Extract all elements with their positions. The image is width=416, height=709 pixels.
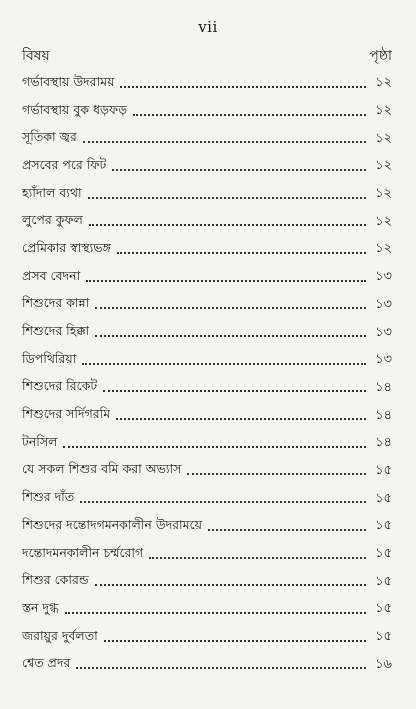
- toc-entry: [22, 236, 392, 264]
- dot-leader: [95, 307, 366, 309]
- dot-leader: [88, 197, 366, 199]
- entry-page: ১২: [375, 103, 392, 119]
- toc-entry: [22, 70, 392, 98]
- entry-page: ১৬: [375, 656, 392, 672]
- entry-title: শিশুদের রিকেট: [22, 378, 98, 394]
- entry-title: শ্বেত প্রদর: [22, 655, 71, 671]
- toc-entry: [22, 541, 392, 569]
- entry-title: শিশুদের দন্তোদগমনকালীন উদরাময়ে: [22, 516, 202, 532]
- entry-title: স্তন দুগ্ধ: [22, 599, 59, 615]
- entry-page: ১৫: [375, 546, 392, 562]
- entry-page: ১৩: [375, 352, 392, 368]
- toc-entry: [22, 264, 392, 292]
- dot-leader: [80, 501, 366, 503]
- toc-entry: [22, 98, 392, 126]
- toc-header: [22, 44, 392, 66]
- dot-leader: [83, 141, 366, 143]
- toc-entry: [22, 153, 392, 181]
- toc-entry: [22, 347, 392, 375]
- entry-page: ১৩: [375, 269, 392, 285]
- entry-page: ১৫: [375, 490, 392, 506]
- entry-title: প্রেমিকার স্বাস্থ্যভঙ্গ: [22, 239, 111, 255]
- entry-page: ১৪: [375, 379, 392, 395]
- dot-leader: [149, 557, 366, 559]
- toc-list: [22, 70, 392, 679]
- entry-title: টনসিল: [22, 433, 58, 449]
- entry-page: ১৫: [375, 518, 392, 534]
- toc-entry: [22, 430, 392, 458]
- dot-leader: [103, 390, 366, 392]
- entry-title: দন্তোদমনকালীন চর্ম্মরোগ: [22, 544, 144, 560]
- entry-title: জরায়ুর দুর্বলতা: [22, 627, 98, 643]
- entry-title: শিশুদের সর্দিগরমি: [22, 406, 111, 422]
- entry-page: ১৫: [375, 601, 392, 617]
- entry-page: ১৪: [375, 407, 392, 423]
- dot-leader: [208, 529, 366, 531]
- entry-title: প্রসব বেদনা: [22, 267, 81, 283]
- page-heading: পৃষ্ঠা: [369, 48, 392, 64]
- entry-title: গর্ভাবস্থায় বুক ধড়ফড়: [22, 101, 127, 117]
- entry-page: ১২: [375, 186, 392, 202]
- entry-page: ১৫: [375, 462, 392, 478]
- dot-leader: [117, 252, 366, 254]
- toc-entry: [22, 125, 392, 153]
- toc-entry: [22, 596, 392, 624]
- dot-leader: [120, 86, 366, 88]
- dot-leader: [82, 363, 366, 365]
- entry-page: ১৩: [375, 324, 392, 340]
- toc-entry: [22, 375, 392, 403]
- entry-title: শিশুদের কান্না: [22, 295, 90, 311]
- entry-page: ১২: [375, 75, 392, 91]
- toc-entry: [22, 624, 392, 652]
- entry-title: শিশুর কোরন্ড: [22, 572, 89, 588]
- dot-leader: [116, 418, 366, 420]
- entry-title: হ্যাঁদাল ব্যথা: [22, 184, 82, 200]
- entry-page: ১২: [375, 241, 392, 257]
- toc-entry: [22, 402, 392, 430]
- entry-title: যে সকল শিশুর বমি করা অভ্যাস: [22, 461, 182, 477]
- entry-title: লুপের কুফল: [22, 212, 83, 228]
- dot-leader: [63, 446, 366, 448]
- entry-page: ১৩: [375, 296, 392, 312]
- dot-leader: [187, 473, 366, 475]
- subject-heading: বিষয়: [22, 48, 50, 64]
- entry-page: ১৪: [375, 435, 392, 451]
- toc-entry: [22, 651, 392, 679]
- entry-title: সূতিকা জ্বর: [22, 129, 77, 145]
- entry-title: গর্ভাবস্থায় উদরাময়: [22, 73, 115, 89]
- entry-title: প্রসবের পরে ফিট: [22, 156, 107, 172]
- entry-page: ১২: [375, 213, 392, 229]
- page-number: vii: [198, 18, 218, 36]
- toc-entry: [22, 292, 392, 320]
- toc-entry: [22, 485, 392, 513]
- entry-title: ডিপথিরিয়া: [22, 350, 77, 366]
- dot-leader: [133, 114, 366, 116]
- entry-page: ১২: [375, 158, 392, 174]
- toc-entry: [22, 458, 392, 486]
- dot-leader: [89, 224, 366, 226]
- dot-leader: [76, 667, 366, 669]
- dot-leader: [86, 280, 366, 282]
- entry-page: ১২: [375, 130, 392, 146]
- toc-entry: [22, 319, 392, 347]
- toc-entry: [22, 181, 392, 209]
- toc-entry: [22, 513, 392, 541]
- entry-page: ১৫: [375, 573, 392, 589]
- dot-leader: [104, 640, 366, 642]
- entry-title: শিশুদের হিক্কা: [22, 323, 90, 339]
- entry-title: শিশুর দাঁত: [22, 489, 75, 505]
- entry-page: ১৫: [375, 629, 392, 645]
- dot-leader: [95, 335, 366, 337]
- dot-leader: [65, 612, 367, 614]
- dot-leader: [95, 584, 366, 586]
- toc-entry: [22, 208, 392, 236]
- toc-entry: [22, 568, 392, 596]
- dot-leader: [112, 169, 366, 171]
